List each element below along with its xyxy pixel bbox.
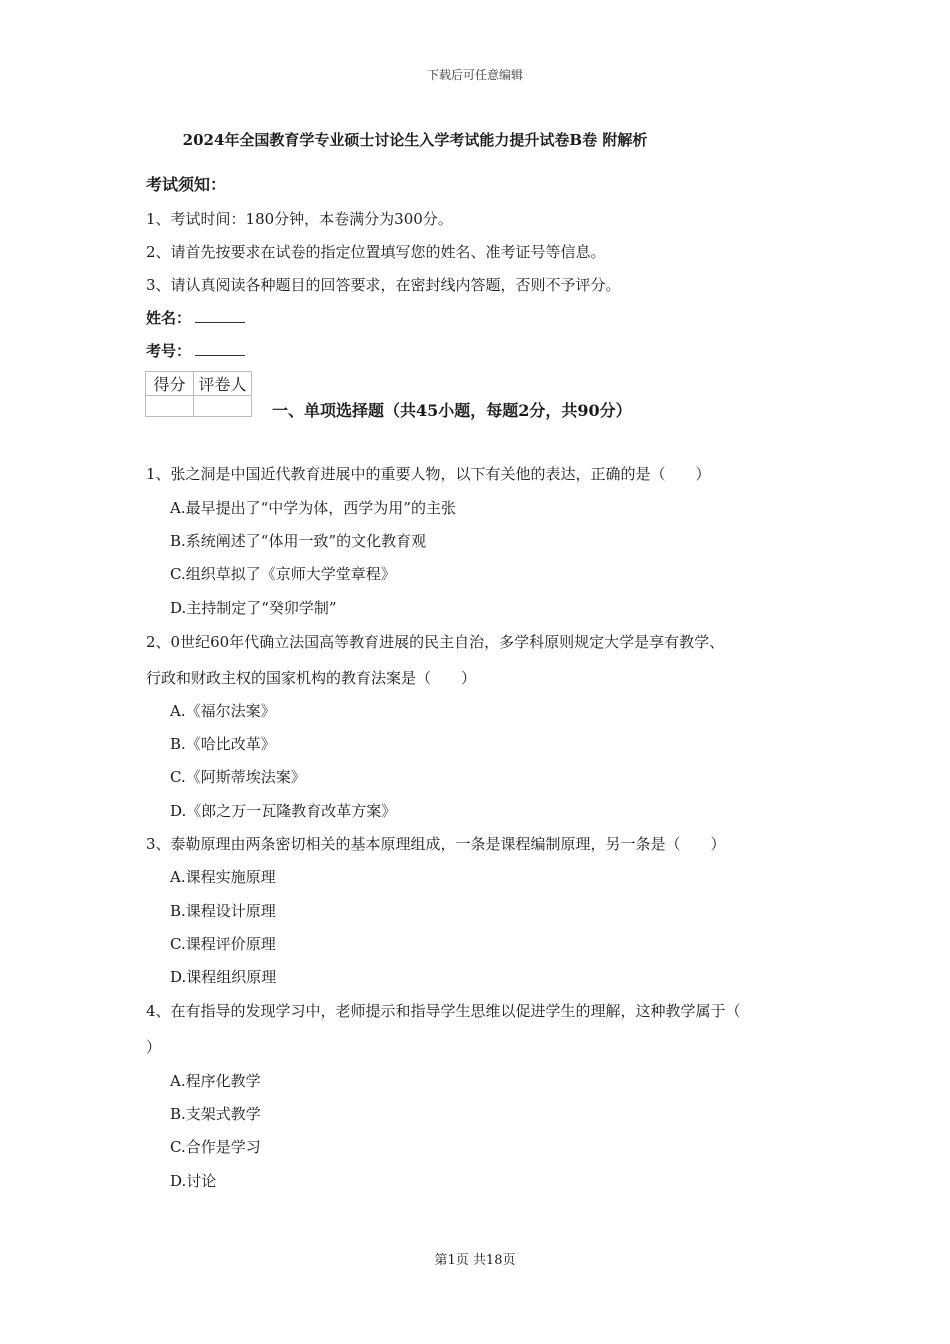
id-label: 考号： (146, 342, 192, 360)
score-table (145, 371, 252, 417)
option-c: C.组织草拟了《京师大学堂章程》 (170, 565, 396, 583)
option-d: D.《郎之万一瓦隆教育改革方案》 (170, 802, 397, 820)
question-text: ） (146, 1038, 162, 1056)
question-text: 行政和财政主权的国家机构的教育法案是（ ） (146, 669, 477, 687)
notice-item: 2、请首先按要求在试卷的指定位置填写您的姓名、准考证号等信息。 (146, 243, 606, 261)
score-header: 得分 (146, 372, 194, 396)
option-b: B.《哈比改革》 (170, 735, 276, 753)
grader-cell (194, 396, 252, 417)
option-c: C.合作是学习 (170, 1138, 261, 1156)
page-header: 下载后可任意编辑 (426, 68, 523, 82)
option-a: A.《福尔法案》 (170, 702, 276, 720)
option-c: C.《阿斯蒂埃法案》 (170, 768, 306, 786)
option-d: D.主持制定了“癸卯学制” (170, 599, 337, 617)
name-label: 姓名： (146, 309, 192, 327)
id-field (146, 340, 245, 361)
option-a: A.课程实施原理 (170, 868, 276, 886)
notice-item: 1、考试时间：180分钟，本卷满分为300分。 (146, 210, 453, 228)
exam-title: 2024年全国教育学专业硕士讨论生入学考试能力提升试卷B卷 附解析 (182, 131, 648, 149)
name-field (146, 307, 245, 328)
name-blank (195, 308, 245, 323)
option-d: D.讨论 (170, 1172, 217, 1190)
option-b: B.课程设计原理 (170, 902, 276, 920)
question-text: 1、张之洞是中国近代教育进展中的重要人物，以下有关他的表达，正确的是（ ） (146, 465, 711, 483)
id-blank (195, 341, 245, 356)
question-text: 4、在有指导的发现学习中，老师提示和指导学生思维以促进学生的理解，这种教学属于（ (146, 1002, 741, 1020)
notice-item: 3、请认真阅读各种题目的回答要求，在密封线内答题，否则不予评分。 (146, 276, 621, 294)
question-text: 3、泰勒原理由两条密切相关的基本原理组成，一条是课程编制原理，另一条是（ ） (146, 835, 726, 853)
option-b: B.支架式教学 (170, 1105, 261, 1123)
notice-heading: 考试须知： (146, 175, 227, 194)
grader-header: 评卷人 (194, 372, 252, 396)
score-cell (146, 396, 194, 417)
question-text: 2、0世纪60年代确立法国高等教育进展的民主自治，多学科原则规定大学是享有教学、 (146, 633, 725, 651)
page-footer: 第1页 共18页 (434, 1253, 516, 1268)
section-title: 一、单项选择题（共45小题，每题2分，共90分） (272, 401, 632, 420)
option-b: B.系统阐述了“体用一致”的文化教育观 (170, 532, 427, 550)
option-d: D.课程组织原理 (170, 968, 277, 986)
option-a: A.程序化教学 (170, 1072, 261, 1090)
option-c: C.课程评价原理 (170, 935, 276, 953)
option-a: A.最早提出了“中学为体，西学为用”的主张 (170, 499, 456, 517)
